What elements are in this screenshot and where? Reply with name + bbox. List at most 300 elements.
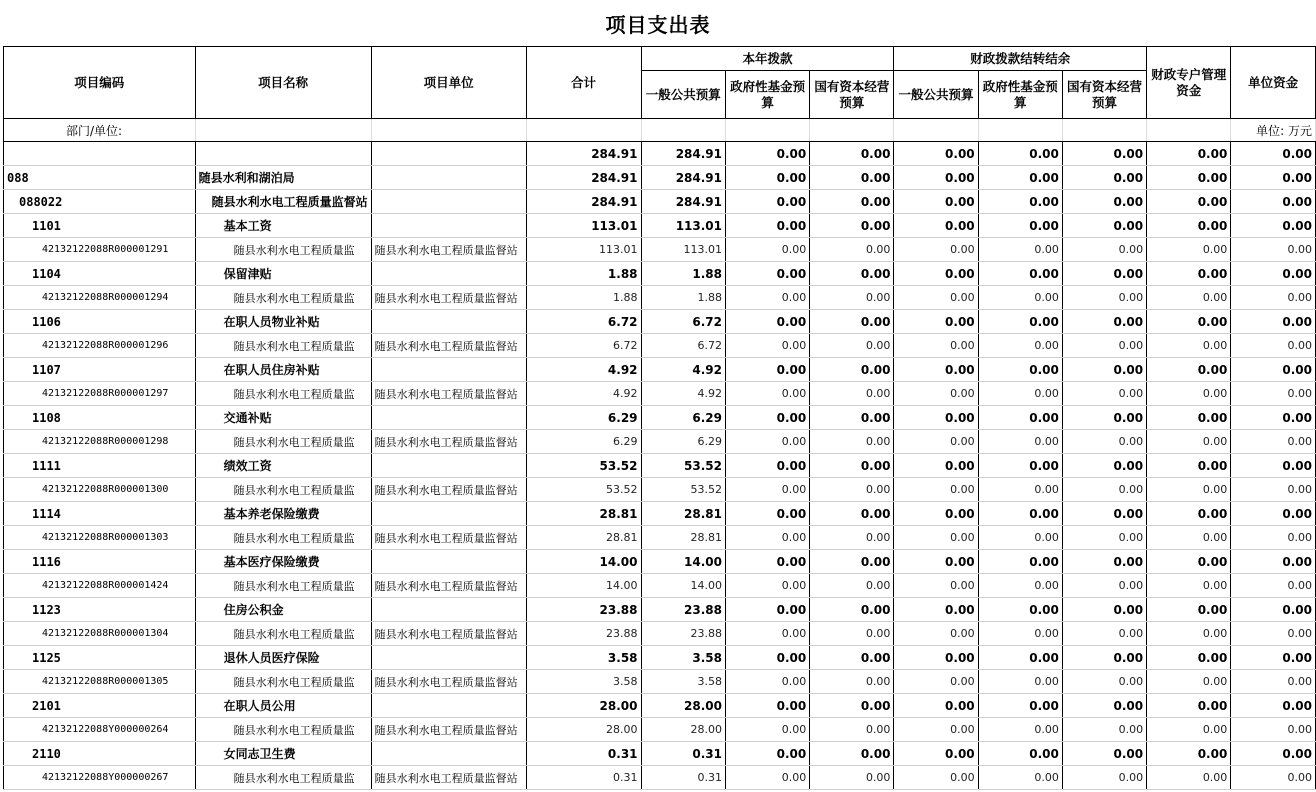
header-state-capital2[interactable]: 国有资本经营预算 xyxy=(1062,71,1146,119)
cell-name[interactable]: 绩效工资 xyxy=(195,454,371,478)
cell-value[interactable]: 4.92 xyxy=(641,358,725,382)
cell-value[interactable]: 0.00 xyxy=(1147,142,1231,166)
table-row[interactable] xyxy=(4,382,1316,406)
cell-value[interactable]: 0.00 xyxy=(1147,286,1231,310)
cell-unit[interactable]: 随县水利水电工程质量监督站 xyxy=(371,526,526,550)
cell-value[interactable]: 0.00 xyxy=(1147,670,1231,694)
cell-code[interactable]: 42132122088R000001304 xyxy=(4,622,196,646)
cell-value[interactable]: 0.00 xyxy=(1147,334,1231,358)
cell-name[interactable]: 在职人员公用 xyxy=(195,694,371,718)
cell-value[interactable]: 6.72 xyxy=(641,334,725,358)
cell-value[interactable]: 28.00 xyxy=(641,694,725,718)
cell-value[interactable]: 0.00 xyxy=(1231,670,1316,694)
table-row[interactable] xyxy=(4,142,1316,166)
cell-value[interactable]: 0.00 xyxy=(726,526,810,550)
cell-value[interactable]: 0.00 xyxy=(894,742,978,766)
table-row[interactable] xyxy=(4,742,1316,766)
cell-unit[interactable]: 随县水利水电工程质量监督站 xyxy=(371,286,526,310)
table-row[interactable] xyxy=(4,334,1316,358)
cell-value[interactable]: 28.00 xyxy=(526,718,641,742)
cell-value[interactable]: 0.00 xyxy=(894,526,978,550)
cell-value[interactable]: 0.00 xyxy=(1147,166,1231,190)
cell-value[interactable]: 0.00 xyxy=(1147,694,1231,718)
cell-value[interactable]: 1.88 xyxy=(526,262,641,286)
cell-value[interactable]: 0.00 xyxy=(1231,382,1316,406)
table-row[interactable] xyxy=(4,406,1316,430)
table-row[interactable] xyxy=(4,358,1316,382)
cell-name[interactable] xyxy=(195,142,371,166)
cell-name[interactable]: 随县水利水电工程质量监 xyxy=(195,526,371,550)
cell-value[interactable]: 0.00 xyxy=(1231,502,1316,526)
cell-value[interactable]: 0.00 xyxy=(810,454,894,478)
cell-code[interactable]: 1104 xyxy=(4,262,196,286)
cell-value[interactable]: 0.00 xyxy=(894,622,978,646)
cell-value[interactable]: 0.31 xyxy=(641,742,725,766)
cell-code[interactable]: 1108 xyxy=(4,406,196,430)
cell-value[interactable]: 0.00 xyxy=(1231,430,1316,454)
cell-value[interactable]: 23.88 xyxy=(641,598,725,622)
cell-unit[interactable]: 随县水利水电工程质量监督站 xyxy=(371,622,526,646)
cell-name[interactable]: 在职人员住房补贴 xyxy=(195,358,371,382)
cell-name[interactable]: 随县水利水电工程质量监 xyxy=(195,286,371,310)
cell-value[interactable]: 1.88 xyxy=(526,286,641,310)
cell-value[interactable]: 1.88 xyxy=(641,286,725,310)
info-cell[interactable] xyxy=(810,119,894,142)
cell-name[interactable]: 随县水利和湖泊局 xyxy=(195,166,371,190)
cell-value[interactable]: 0.00 xyxy=(1147,214,1231,238)
cell-value[interactable]: 0.00 xyxy=(810,310,894,334)
cell-code[interactable]: 42132122088R000001300 xyxy=(4,478,196,502)
cell-unit[interactable] xyxy=(371,166,526,190)
cell-value[interactable]: 0.00 xyxy=(1231,622,1316,646)
cell-name[interactable]: 保留津贴 xyxy=(195,262,371,286)
cell-value[interactable]: 0.00 xyxy=(810,190,894,214)
cell-value[interactable]: 0.00 xyxy=(894,214,978,238)
table-row[interactable] xyxy=(4,646,1316,670)
table-row[interactable] xyxy=(4,550,1316,574)
cell-value[interactable]: 0.00 xyxy=(1231,310,1316,334)
cell-value[interactable]: 0.00 xyxy=(1231,286,1316,310)
cell-value[interactable]: 0.00 xyxy=(894,190,978,214)
cell-value[interactable]: 0.00 xyxy=(978,766,1062,790)
cell-value[interactable]: 0.00 xyxy=(1231,214,1316,238)
header-gov-fund2[interactable]: 政府性基金预算 xyxy=(978,71,1062,119)
cell-value[interactable]: 0.00 xyxy=(894,406,978,430)
header-gov-fund[interactable]: 政府性基金预算 xyxy=(726,71,810,119)
cell-value[interactable]: 0.00 xyxy=(1062,454,1146,478)
cell-value[interactable]: 0.00 xyxy=(1062,478,1146,502)
cell-value[interactable]: 0.00 xyxy=(726,694,810,718)
cell-value[interactable]: 0.00 xyxy=(726,670,810,694)
cell-value[interactable]: 0.00 xyxy=(978,382,1062,406)
cell-value[interactable]: 0.00 xyxy=(1147,406,1231,430)
cell-value[interactable]: 0.00 xyxy=(894,142,978,166)
cell-value[interactable]: 0.00 xyxy=(810,214,894,238)
cell-value[interactable]: 0.00 xyxy=(726,358,810,382)
cell-value[interactable]: 0.00 xyxy=(1062,358,1146,382)
cell-value[interactable]: 0.00 xyxy=(1231,406,1316,430)
cell-value[interactable]: 0.00 xyxy=(810,742,894,766)
cell-value[interactable]: 0.00 xyxy=(726,766,810,790)
cell-value[interactable]: 0.00 xyxy=(1062,502,1146,526)
header-state-capital[interactable]: 国有资本经营预算 xyxy=(810,71,894,119)
cell-name[interactable]: 在职人员物业补贴 xyxy=(195,310,371,334)
cell-name[interactable]: 基本工资 xyxy=(195,214,371,238)
cell-value[interactable]: 0.00 xyxy=(810,334,894,358)
cell-value[interactable]: 0.00 xyxy=(978,598,1062,622)
cell-value[interactable]: 0.00 xyxy=(810,598,894,622)
cell-value[interactable]: 0.00 xyxy=(978,214,1062,238)
cell-code[interactable]: 42132122088R000001298 xyxy=(4,430,196,454)
cell-code[interactable]: 42132122088R000001297 xyxy=(4,382,196,406)
info-cell[interactable] xyxy=(1062,119,1146,142)
cell-value[interactable]: 0.00 xyxy=(726,646,810,670)
info-cell[interactable] xyxy=(641,119,725,142)
cell-value[interactable]: 0.00 xyxy=(1147,430,1231,454)
cell-value[interactable]: 0.00 xyxy=(978,670,1062,694)
cell-value[interactable]: 0.00 xyxy=(810,526,894,550)
cell-unit[interactable]: 随县水利水电工程质量监督站 xyxy=(371,574,526,598)
cell-value[interactable]: 0.00 xyxy=(978,238,1062,262)
cell-value[interactable]: 23.88 xyxy=(526,622,641,646)
cell-unit[interactable] xyxy=(371,214,526,238)
table-row[interactable] xyxy=(4,622,1316,646)
cell-value[interactable]: 0.00 xyxy=(978,742,1062,766)
cell-value[interactable]: 0.00 xyxy=(1231,238,1316,262)
cell-name[interactable]: 随县水利水电工程质量监 xyxy=(195,382,371,406)
cell-value[interactable]: 3.58 xyxy=(526,670,641,694)
cell-name[interactable]: 基本医疗保险缴费 xyxy=(195,550,371,574)
cell-value[interactable]: 0.00 xyxy=(726,550,810,574)
cell-value[interactable]: 0.00 xyxy=(726,214,810,238)
cell-value[interactable]: 0.00 xyxy=(1231,574,1316,598)
cell-value[interactable]: 0.00 xyxy=(1147,262,1231,286)
cell-value[interactable]: 6.29 xyxy=(526,430,641,454)
cell-code[interactable]: 42132122088Y000000267 xyxy=(4,766,196,790)
cell-value[interactable]: 0.00 xyxy=(726,166,810,190)
info-cell[interactable] xyxy=(726,119,810,142)
cell-value[interactable]: 0.00 xyxy=(1147,502,1231,526)
cell-value[interactable]: 0.00 xyxy=(810,286,894,310)
header-unit[interactable]: 项目单位 xyxy=(371,47,526,119)
cell-name[interactable]: 女同志卫生费 xyxy=(195,742,371,766)
cell-value[interactable]: 6.29 xyxy=(526,406,641,430)
cell-unit[interactable]: 随县水利水电工程质量监督站 xyxy=(371,718,526,742)
cell-value[interactable]: 0.00 xyxy=(1231,478,1316,502)
cell-name[interactable]: 基本养老保险缴费 xyxy=(195,502,371,526)
cell-code[interactable]: 1106 xyxy=(4,310,196,334)
cell-value[interactable]: 0.00 xyxy=(894,454,978,478)
cell-code[interactable]: 42132122088Y000000264 xyxy=(4,718,196,742)
cell-value[interactable]: 3.58 xyxy=(641,670,725,694)
cell-unit[interactable] xyxy=(371,598,526,622)
cell-name[interactable]: 随县水利水电工程质量监 xyxy=(195,334,371,358)
cell-value[interactable]: 0.00 xyxy=(894,550,978,574)
cell-name[interactable]: 随县水利水电工程质量监督站 xyxy=(195,190,371,214)
cell-value[interactable]: 0.00 xyxy=(894,286,978,310)
cell-value[interactable]: 0.00 xyxy=(726,238,810,262)
cell-value[interactable]: 0.00 xyxy=(726,190,810,214)
cell-value[interactable]: 0.00 xyxy=(810,430,894,454)
info-cell[interactable] xyxy=(195,119,371,142)
cell-value[interactable]: 0.00 xyxy=(978,358,1062,382)
cell-value[interactable]: 0.00 xyxy=(1231,454,1316,478)
cell-value[interactable]: 0.00 xyxy=(726,454,810,478)
cell-value[interactable]: 0.00 xyxy=(1147,598,1231,622)
cell-value[interactable]: 0.00 xyxy=(810,766,894,790)
header-group-current[interactable]: 本年拨款 xyxy=(641,47,894,71)
cell-value[interactable]: 0.00 xyxy=(810,166,894,190)
cell-value[interactable]: 14.00 xyxy=(526,574,641,598)
cell-name[interactable]: 随县水利水电工程质量监 xyxy=(195,718,371,742)
cell-value[interactable]: 0.00 xyxy=(810,502,894,526)
cell-value[interactable]: 0.00 xyxy=(978,310,1062,334)
cell-value[interactable]: 0.00 xyxy=(978,478,1062,502)
cell-value[interactable]: 0.00 xyxy=(978,550,1062,574)
cell-value[interactable]: 0.00 xyxy=(894,238,978,262)
cell-unit[interactable] xyxy=(371,502,526,526)
table-row[interactable] xyxy=(4,478,1316,502)
cell-value[interactable]: 3.58 xyxy=(641,646,725,670)
cell-value[interactable]: 0.00 xyxy=(810,694,894,718)
cell-value[interactable]: 0.00 xyxy=(978,406,1062,430)
cell-value[interactable]: 4.92 xyxy=(526,382,641,406)
cell-value[interactable]: 0.00 xyxy=(1231,694,1316,718)
info-cell[interactable] xyxy=(526,119,641,142)
cell-value[interactable]: 0.00 xyxy=(810,622,894,646)
cell-value[interactable]: 0.00 xyxy=(1147,358,1231,382)
cell-value[interactable]: 0.00 xyxy=(1062,670,1146,694)
header-own[interactable]: 单位资金 xyxy=(1231,47,1316,119)
table-row[interactable] xyxy=(4,766,1316,790)
cell-value[interactable]: 0.00 xyxy=(1062,382,1146,406)
cell-unit[interactable] xyxy=(371,190,526,214)
cell-value[interactable]: 0.00 xyxy=(1231,766,1316,790)
cell-value[interactable]: 14.00 xyxy=(526,550,641,574)
cell-value[interactable]: 0.00 xyxy=(1062,598,1146,622)
cell-value[interactable]: 14.00 xyxy=(641,574,725,598)
cell-value[interactable]: 0.00 xyxy=(1231,358,1316,382)
cell-unit[interactable] xyxy=(371,646,526,670)
cell-code[interactable]: 42132122088R000001305 xyxy=(4,670,196,694)
cell-value[interactable]: 0.00 xyxy=(726,598,810,622)
cell-value[interactable]: 6.72 xyxy=(641,310,725,334)
cell-code[interactable]: 1114 xyxy=(4,502,196,526)
cell-value[interactable]: 53.52 xyxy=(526,454,641,478)
cell-name[interactable]: 住房公积金 xyxy=(195,598,371,622)
cell-unit[interactable] xyxy=(371,142,526,166)
cell-value[interactable]: 0.31 xyxy=(526,766,641,790)
cell-value[interactable]: 0.00 xyxy=(1147,478,1231,502)
cell-value[interactable]: 0.00 xyxy=(1062,310,1146,334)
cell-value[interactable]: 28.00 xyxy=(641,718,725,742)
cell-value[interactable]: 0.00 xyxy=(978,286,1062,310)
cell-value[interactable]: 0.00 xyxy=(894,598,978,622)
cell-value[interactable]: 6.29 xyxy=(641,406,725,430)
cell-value[interactable]: 0.00 xyxy=(1231,142,1316,166)
cell-name[interactable]: 随县水利水电工程质量监 xyxy=(195,430,371,454)
cell-value[interactable]: 0.00 xyxy=(978,718,1062,742)
cell-value[interactable]: 284.91 xyxy=(641,190,725,214)
cell-unit[interactable]: 随县水利水电工程质量监督站 xyxy=(371,430,526,454)
cell-unit[interactable] xyxy=(371,262,526,286)
cell-value[interactable]: 0.00 xyxy=(1231,190,1316,214)
header-name[interactable]: 项目名称 xyxy=(195,47,371,119)
cell-name[interactable]: 随县水利水电工程质量监 xyxy=(195,622,371,646)
cell-value[interactable]: 0.00 xyxy=(1147,454,1231,478)
cell-unit[interactable] xyxy=(371,694,526,718)
cell-unit[interactable] xyxy=(371,358,526,382)
cell-value[interactable]: 0.00 xyxy=(978,262,1062,286)
cell-value[interactable]: 0.00 xyxy=(978,526,1062,550)
cell-code[interactable]: 2101 xyxy=(4,694,196,718)
cell-value[interactable]: 0.00 xyxy=(894,334,978,358)
cell-code[interactable]: 2110 xyxy=(4,742,196,766)
cell-value[interactable]: 0.00 xyxy=(894,430,978,454)
cell-code[interactable]: 1107 xyxy=(4,358,196,382)
header-general[interactable]: 一般公共预算 xyxy=(641,71,725,119)
table-row[interactable] xyxy=(4,502,1316,526)
cell-value[interactable]: 0.00 xyxy=(1062,646,1146,670)
cell-value[interactable]: 0.00 xyxy=(978,430,1062,454)
cell-unit[interactable] xyxy=(371,742,526,766)
cell-value[interactable]: 0.00 xyxy=(810,358,894,382)
cell-value[interactable]: 0.00 xyxy=(1062,742,1146,766)
cell-code[interactable]: 42132122088R000001291 xyxy=(4,238,196,262)
cell-name[interactable]: 随县水利水电工程质量监 xyxy=(195,478,371,502)
cell-value[interactable]: 0.00 xyxy=(726,622,810,646)
cell-value[interactable]: 53.52 xyxy=(641,478,725,502)
cell-value[interactable]: 0.00 xyxy=(726,430,810,454)
cell-value[interactable]: 284.91 xyxy=(641,142,725,166)
cell-value[interactable]: 0.00 xyxy=(894,694,978,718)
cell-unit[interactable]: 随县水利水电工程质量监督站 xyxy=(371,766,526,790)
cell-value[interactable]: 0.00 xyxy=(1147,310,1231,334)
cell-code[interactable]: 1101 xyxy=(4,214,196,238)
cell-value[interactable]: 3.58 xyxy=(526,646,641,670)
cell-value[interactable]: 0.00 xyxy=(1062,214,1146,238)
cell-value[interactable]: 0.00 xyxy=(978,502,1062,526)
cell-value[interactable]: 0.00 xyxy=(726,574,810,598)
table-row[interactable] xyxy=(4,670,1316,694)
cell-value[interactable]: 0.00 xyxy=(894,262,978,286)
cell-value[interactable]: 0.00 xyxy=(810,550,894,574)
cell-value[interactable]: 0.00 xyxy=(1062,262,1146,286)
table-row[interactable] xyxy=(4,454,1316,478)
cell-value[interactable]: 0.00 xyxy=(1147,718,1231,742)
cell-value[interactable]: 4.92 xyxy=(526,358,641,382)
cell-value[interactable]: 0.00 xyxy=(1062,622,1146,646)
cell-value[interactable]: 0.00 xyxy=(894,502,978,526)
cell-unit[interactable]: 随县水利水电工程质量监督站 xyxy=(371,382,526,406)
cell-value[interactable]: 0.00 xyxy=(1062,718,1146,742)
cell-code[interactable]: 088022 xyxy=(4,190,196,214)
cell-value[interactable]: 0.00 xyxy=(894,670,978,694)
info-cell[interactable] xyxy=(978,119,1062,142)
cell-value[interactable]: 0.00 xyxy=(894,166,978,190)
cell-value[interactable]: 0.00 xyxy=(978,334,1062,358)
cell-value[interactable]: 0.00 xyxy=(1231,526,1316,550)
cell-code[interactable]: 088 xyxy=(4,166,196,190)
cell-name[interactable]: 交通补贴 xyxy=(195,406,371,430)
cell-value[interactable]: 113.01 xyxy=(641,214,725,238)
cell-code[interactable]: 1116 xyxy=(4,550,196,574)
cell-value[interactable]: 0.00 xyxy=(1147,190,1231,214)
cell-value[interactable]: 0.00 xyxy=(1147,646,1231,670)
cell-value[interactable]: 0.00 xyxy=(1231,718,1316,742)
cell-value[interactable]: 0.00 xyxy=(1231,334,1316,358)
cell-value[interactable]: 6.29 xyxy=(641,430,725,454)
cell-value[interactable]: 0.00 xyxy=(1147,574,1231,598)
info-cell[interactable] xyxy=(894,119,978,142)
cell-value[interactable]: 0.00 xyxy=(1231,742,1316,766)
cell-value[interactable]: 0.00 xyxy=(726,334,810,358)
cell-value[interactable]: 284.91 xyxy=(641,166,725,190)
table-row[interactable] xyxy=(4,238,1316,262)
cell-value[interactable]: 0.00 xyxy=(894,358,978,382)
cell-code[interactable]: 42132122088R000001424 xyxy=(4,574,196,598)
cell-value[interactable]: 0.00 xyxy=(978,646,1062,670)
cell-value[interactable]: 0.00 xyxy=(1062,238,1146,262)
cell-code[interactable]: 42132122088R000001294 xyxy=(4,286,196,310)
cell-value[interactable]: 0.00 xyxy=(810,406,894,430)
cell-value[interactable]: 0.00 xyxy=(1147,742,1231,766)
cell-value[interactable]: 0.00 xyxy=(978,622,1062,646)
cell-value[interactable]: 284.91 xyxy=(526,190,641,214)
cell-value[interactable]: 0.00 xyxy=(1231,646,1316,670)
cell-value[interactable]: 0.00 xyxy=(1062,166,1146,190)
cell-value[interactable]: 113.01 xyxy=(641,238,725,262)
cell-value[interactable]: 0.00 xyxy=(894,478,978,502)
cell-name[interactable]: 随县水利水电工程质量监 xyxy=(195,766,371,790)
cell-value[interactable]: 4.92 xyxy=(641,382,725,406)
cell-value[interactable]: 0.00 xyxy=(726,502,810,526)
cell-value[interactable]: 0.00 xyxy=(978,454,1062,478)
cell-value[interactable]: 6.72 xyxy=(526,310,641,334)
header-special[interactable]: 财政专户管理资金 xyxy=(1147,47,1231,119)
cell-value[interactable]: 0.00 xyxy=(1231,550,1316,574)
cell-value[interactable]: 0.00 xyxy=(894,574,978,598)
cell-code[interactable]: 1111 xyxy=(4,454,196,478)
cell-value[interactable]: 0.00 xyxy=(810,718,894,742)
cell-code[interactable]: 42132122088R000001296 xyxy=(4,334,196,358)
cell-value[interactable]: 0.00 xyxy=(810,142,894,166)
cell-value[interactable]: 113.01 xyxy=(526,214,641,238)
cell-unit[interactable] xyxy=(371,454,526,478)
cell-code[interactable]: 42132122088R000001303 xyxy=(4,526,196,550)
cell-value[interactable]: 0.00 xyxy=(810,238,894,262)
cell-value[interactable]: 0.00 xyxy=(810,478,894,502)
table-row[interactable] xyxy=(4,262,1316,286)
cell-value[interactable]: 0.00 xyxy=(978,142,1062,166)
cell-value[interactable]: 0.00 xyxy=(1062,406,1146,430)
header-code[interactable]: 项目编码 xyxy=(4,47,196,119)
cell-unit[interactable]: 随县水利水电工程质量监督站 xyxy=(371,478,526,502)
cell-unit[interactable]: 随县水利水电工程质量监督站 xyxy=(371,334,526,358)
cell-value[interactable]: 0.00 xyxy=(1231,262,1316,286)
header-group-carry[interactable]: 财政拨款结转结余 xyxy=(894,47,1147,71)
cell-value[interactable]: 0.00 xyxy=(894,310,978,334)
header-total[interactable]: 合计 xyxy=(526,47,641,119)
info-cell[interactable] xyxy=(1147,119,1231,142)
cell-value[interactable]: 284.91 xyxy=(526,142,641,166)
cell-value[interactable]: 53.52 xyxy=(641,454,725,478)
cell-value[interactable]: 1.88 xyxy=(641,262,725,286)
cell-value[interactable]: 0.00 xyxy=(1062,334,1146,358)
cell-value[interactable]: 0.00 xyxy=(726,382,810,406)
cell-value[interactable]: 0.00 xyxy=(978,190,1062,214)
cell-unit[interactable] xyxy=(371,310,526,334)
